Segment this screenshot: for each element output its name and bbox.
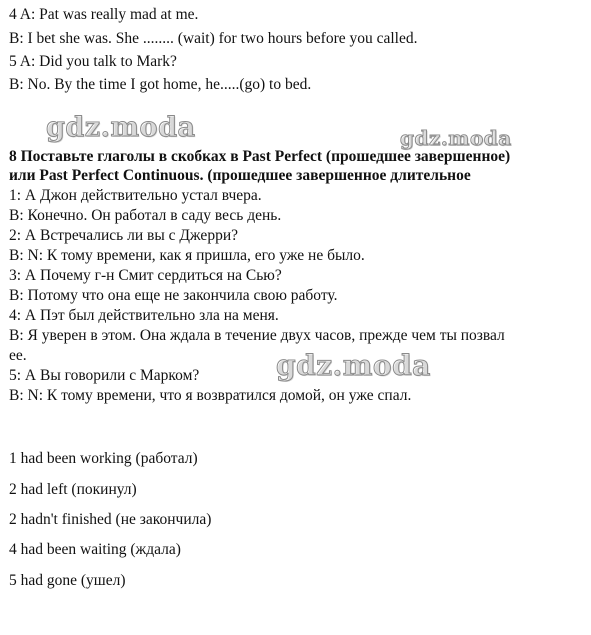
text-line: B: N: К тому времени, что я возвратился домой, он уже спал. [9, 387, 412, 404]
watermark: gdz.moda [276, 349, 431, 382]
text-line: B: N: К тому времени, как я пришла, его уже не было. [9, 247, 365, 264]
watermark: gdz.moda [400, 126, 512, 150]
text-line: 2: А Встречались ли вы с Джерри? [9, 227, 238, 244]
answer-item: 2 hadn't finished (не закончила) [9, 511, 212, 528]
text-line: B: Потому что она еще не закончила свою работу. [9, 287, 338, 304]
answer-item: 5 had gone (ушел) [9, 572, 126, 589]
text-line: B: Я уверен в этом. Она ждала в течение двух часов, прежде чем ты позвал [9, 327, 505, 344]
text-line: B: No. By the time I got home, he.....(go) to bed. [9, 76, 312, 93]
text-line: 4 A: Pat was really mad at me. [9, 6, 199, 23]
text-line: 5 A: Did you talk to Mark? [9, 53, 177, 70]
watermark: gdz.moda [46, 112, 196, 143]
text-line: 4: А Пэт был действительно зла на меня. [9, 307, 279, 324]
heading-line: 8 Поставьте глаголы в скобках в Past Perfect (прошедшее завершенное) [9, 148, 511, 165]
answer-item: 4 had been waiting (ждала) [9, 541, 181, 558]
text-line: 3: А Почему г-н Смит сердиться на Сью? [9, 267, 282, 284]
text-line: B: I bet she was. She ........ (wait) for two hours before you called. [9, 30, 418, 47]
text-line: 1: А Джон действительно устал вчера. [9, 187, 262, 204]
answer-item: 1 had been working (работал) [9, 450, 198, 467]
text-line: 5: А Вы говорили с Марком? [9, 367, 200, 384]
answer-item: 2 had left (покинул) [9, 481, 137, 498]
heading-line: или Past Perfect Continuous. (прошедшее завершенное длительное [9, 167, 471, 184]
text-line: ее. [9, 347, 27, 364]
text-line: B: Конечно. Он работал в саду весь день. [9, 207, 282, 224]
